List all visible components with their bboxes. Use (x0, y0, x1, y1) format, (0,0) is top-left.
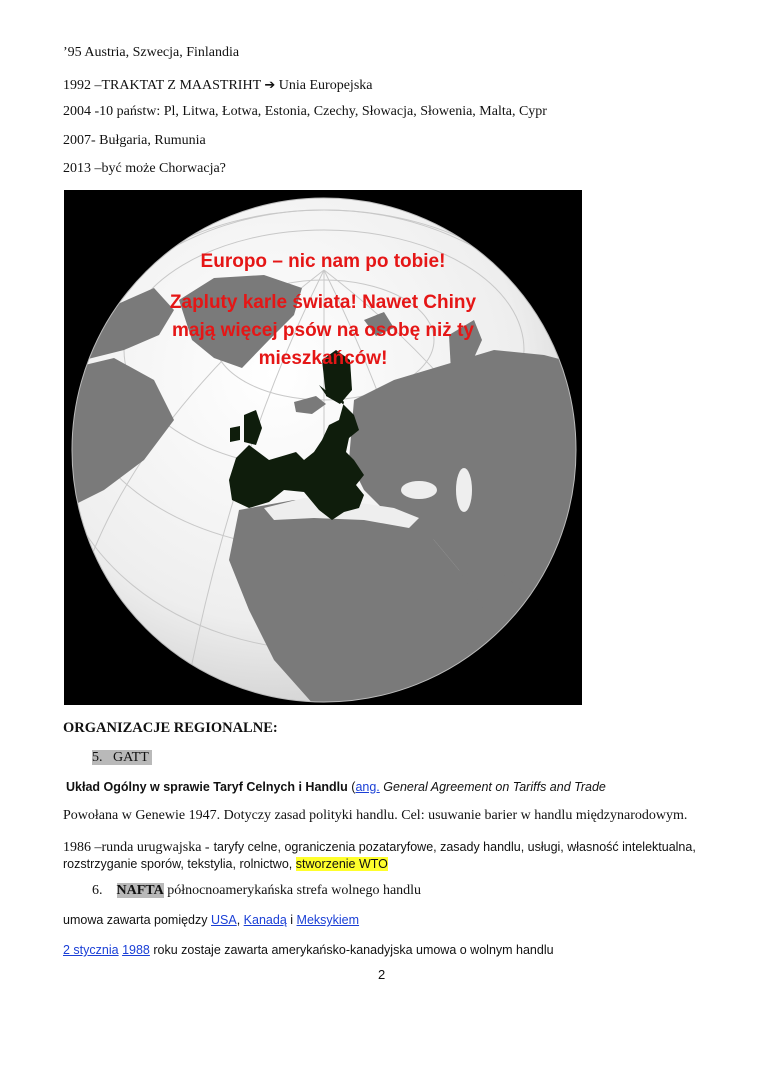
timeline-line-2004: 2004 -10 państw: Pl, Litwa, Łotwa, Estonia, Czechy, Słowacja, Słowenia, Malta, Cypr (63, 104, 547, 119)
uruguay-round-line-1 (63, 838, 696, 856)
overlay-text-line-4: mieszkańców! (258, 348, 388, 369)
gatt-title (66, 780, 606, 794)
eu-text: Unia Europejska (278, 78, 373, 93)
usa-link[interactable]: USA (211, 913, 237, 927)
nafta-number: 6. (92, 883, 103, 898)
timeline-line-2013: 2013 –być może Chorwacja? (63, 161, 226, 176)
date-link-1988[interactable]: 1988 (122, 943, 150, 957)
wto-highlight: stworzenie WTO (295, 857, 388, 871)
nafta-heading (92, 883, 421, 899)
section-heading: ORGANIZACJE REGIONALNE: (63, 720, 278, 736)
uruguay-round-line-2 (63, 857, 388, 871)
nafta-date-line (63, 943, 554, 957)
uruguay-round-label: 1986 –runda urugwajska - (63, 840, 210, 855)
date-line-text: roku zostaje zawarta amerykańsko-kanadyjska umowa o wolnym handlu (153, 943, 554, 957)
timeline-line-1995: ’95 Austria, Szwecja, Finlandia (63, 45, 240, 60)
overlay-text-line-3: mają więcej psów na osobę niż ty (172, 320, 474, 341)
gatt-title-paren: ( (351, 780, 356, 794)
gatt-heading (92, 750, 152, 766)
europe-globe-image (64, 190, 582, 705)
uruguay-round-topics: taryfy celne, ograniczenia pozataryfowe, zasady handlu, usługi, własność intelektualna, (213, 840, 696, 854)
agreement-and: i (290, 913, 294, 927)
gatt-label: GATT (113, 750, 149, 765)
canada-link[interactable]: Kanadą (243, 913, 287, 927)
maastricht-text: 1992 –TRAKTAT Z MAASTRIHT (63, 78, 261, 93)
black-sea (401, 481, 437, 499)
gatt-number-label (92, 750, 152, 765)
overlay-text-line-1: Europo – nic nam po tobie! (200, 251, 446, 272)
nafta-agreement (63, 913, 359, 927)
date-link-january[interactable]: 2 stycznia (63, 943, 119, 957)
timeline-line-2007: 2007- Bułgaria, Rumunia (63, 133, 206, 148)
gatt-title-english: General Agreement on Tariffs and Trade (383, 780, 606, 794)
overlay-text-line-2: Zapluty karle świata! Nawet Chiny (169, 292, 477, 313)
mexico-link[interactable]: Meksykiem (296, 913, 360, 927)
timeline-line-1992 (63, 78, 372, 94)
gatt-description: Powołana w Genewie 1947. Dotyczy zasad polityki handlu. Cel: usuwanie barier w handlu międzynarodowym. (63, 808, 688, 823)
agreement-text: umowa zawarta pomiędzy (63, 913, 208, 927)
right-arrow-icon: ➔ (264, 78, 276, 93)
nafta-description: północnoamerykańska strefa wolnego handlu (167, 883, 422, 898)
ireland-eu (230, 426, 240, 442)
nafta-label: NAFTA (116, 883, 164, 898)
gatt-title-bold: Układ Ogólny w sprawie Taryf Celnych i Handlu (66, 780, 348, 794)
gatt-number: 5. (92, 750, 103, 765)
page-number: 2 (378, 967, 386, 982)
uruguay-round-topics-cont: rozstrzyganie sporów, tekstylia, rolnictwo, (63, 857, 293, 871)
gatt-ang-link[interactable]: ang. (355, 780, 380, 794)
caspian-sea (456, 468, 472, 512)
agreement-comma: , (236, 913, 241, 927)
